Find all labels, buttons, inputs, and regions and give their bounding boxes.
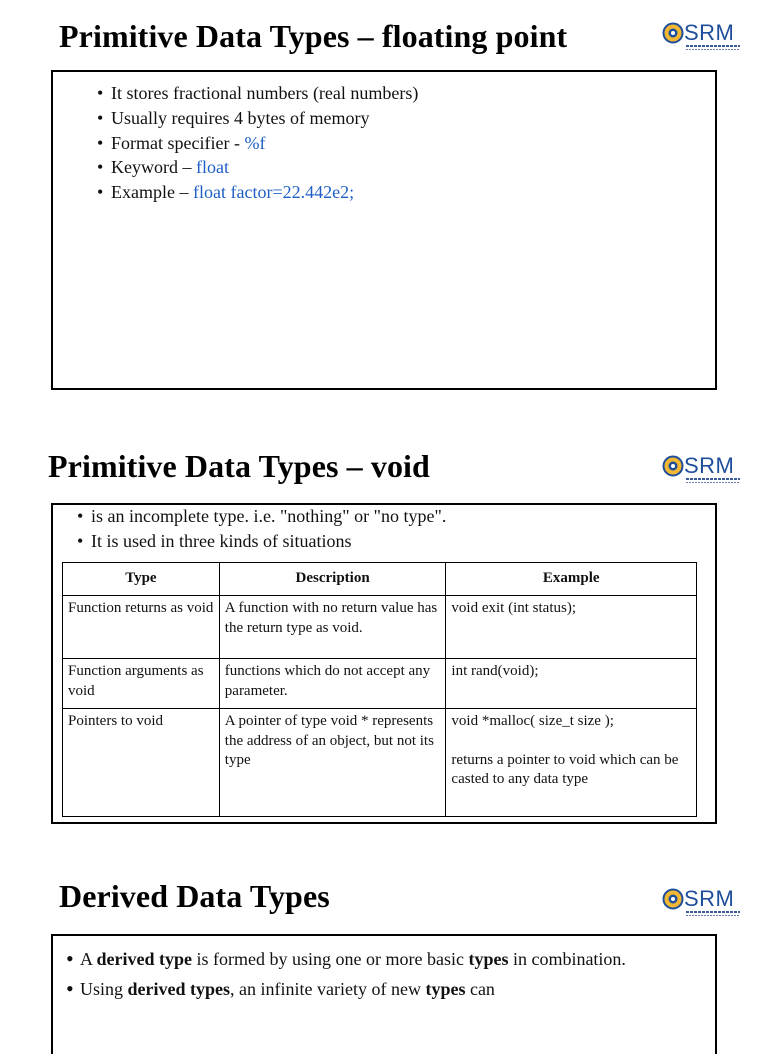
cell-type: Pointers to void: [63, 709, 220, 817]
bullet-item: • It stores fractional numbers (real numbers): [97, 81, 418, 106]
logo-tagline: [686, 478, 740, 480]
format-specifier-value: %f: [244, 132, 266, 153]
srm-emblem-icon: [662, 22, 684, 44]
bullet-item: • Usually requires 4 bytes of memory: [97, 106, 418, 131]
bullet-list: [77, 504, 446, 554]
logo-tagline: [686, 45, 740, 47]
cell-description: A function with no return value has the return type as void.: [219, 596, 446, 659]
table-row: [63, 709, 697, 817]
table-row: [63, 659, 697, 709]
example-code: void *malloc( size_t size );: [451, 713, 614, 729]
example-value: float factor=22.442e2;: [192, 182, 355, 203]
bullet-item: • is an incomplete type. i.e. "nothing" or "no type".: [77, 504, 446, 529]
cell-example: [446, 709, 697, 817]
cell-description: functions which do not accept any parameter.: [219, 659, 446, 709]
srm-logo: [662, 455, 742, 485]
logo-tagline-2: [686, 482, 740, 483]
example-note: returns a pointer to void which can be casted to any data type: [451, 751, 679, 787]
logo-text: SRM: [684, 886, 735, 911]
bullet-list: [66, 947, 672, 1002]
bullet-item: • A derived type is formed by using one or more basic types in combination.: [66, 947, 672, 972]
void-usage-table: [62, 562, 697, 817]
cell-type: Function arguments as void: [63, 659, 220, 709]
slide-title-void: Primitive Data Types – void: [48, 448, 430, 484]
slide-title-floating-point: Primitive Data Types – floating point: [59, 18, 568, 54]
cell-type: Function returns as void: [63, 596, 220, 659]
srm-emblem-icon: [662, 888, 684, 910]
logo-text: SRM: [684, 453, 735, 478]
logo-tagline-2: [686, 49, 740, 50]
content-box-floating-point: [51, 70, 717, 390]
keyword-value: float: [195, 157, 229, 178]
column-header-example: Example: [446, 563, 697, 596]
column-header-type: Type: [63, 563, 220, 596]
bullet-item: • Keyword – float: [97, 155, 418, 180]
column-header-description: Description: [219, 563, 446, 596]
srm-logo: [662, 22, 742, 52]
bullet-item: • Format specifier - %f: [97, 131, 418, 156]
cell-description: A pointer of type void * represents the address of an object, but not its type: [219, 709, 446, 817]
logo-tagline-2: [686, 915, 740, 916]
table-header-row: [63, 563, 697, 596]
cell-example: int rand(void);: [446, 659, 697, 709]
logo-tagline: [686, 911, 740, 913]
slide-title-derived: Derived Data Types: [59, 878, 330, 914]
bullet-item: • Example – float factor=22.442e2;: [97, 180, 418, 205]
bullet-item: • It is used in three kinds of situations: [77, 529, 446, 554]
srm-emblem-icon: [662, 455, 684, 477]
logo-text: SRM: [684, 20, 735, 45]
table-row: [63, 596, 697, 659]
srm-logo: [662, 888, 742, 918]
bullet-item: • Using derived types, an infinite variety of new types can: [66, 977, 672, 1002]
bullet-list: [97, 81, 418, 205]
cell-example: void exit (int status);: [446, 596, 697, 659]
